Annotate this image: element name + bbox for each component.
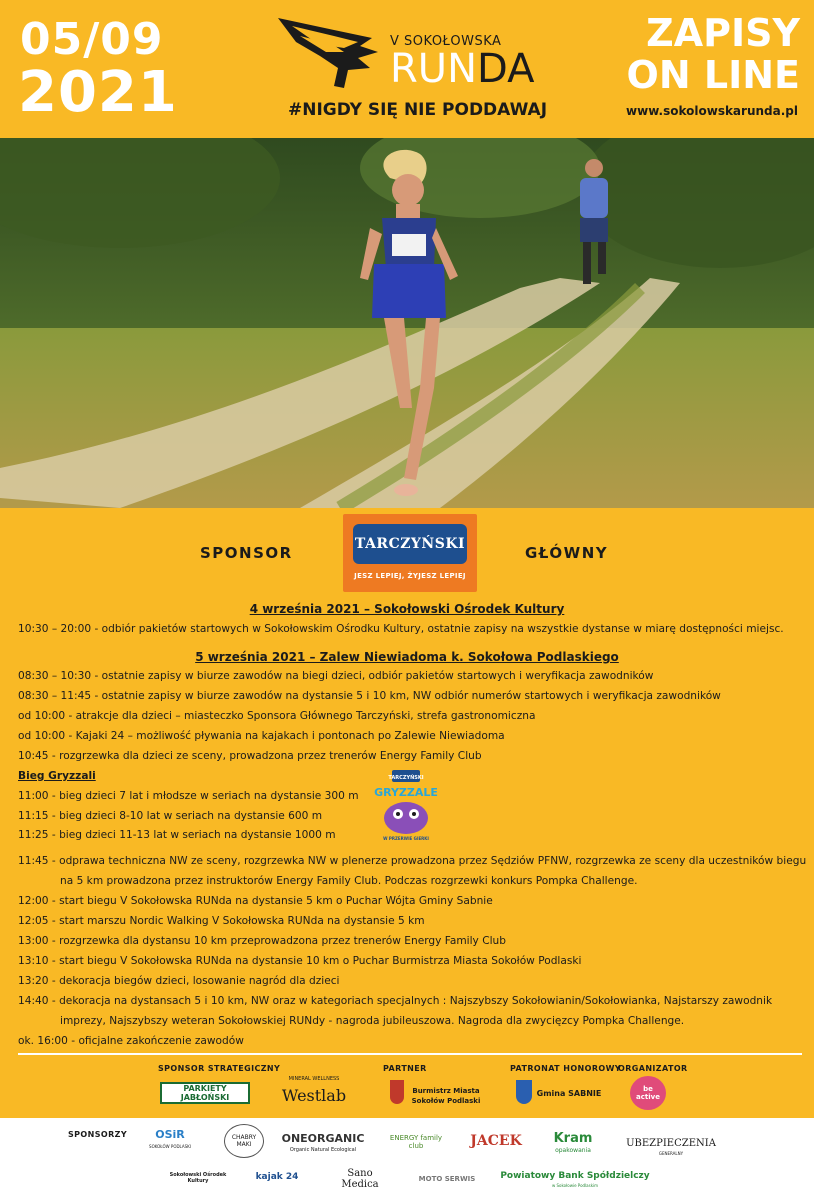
gryzzale-text: GRYZZALE: [374, 786, 438, 799]
main-sponsor-label-right: GŁÓWNY: [525, 544, 609, 562]
schedule-line: od 10:00 - Kajaki 24 – możliwość pływania na kajakach i pontonach po Zalewie Niewiadoma: [18, 730, 505, 742]
schedule-line: 13:20 - dekoracja biegów dzieci, losowanie nagród dla dzieci: [18, 975, 340, 987]
sano-medica-logo[interactable]: Sano Medica: [341, 1168, 379, 1190]
bank-logo[interactable]: Powiatowy Bank Spółdzielczy: [500, 1171, 650, 1181]
schedule-line: 11:15 - bieg dzieci 8-10 lat w seriach na dystansie 600 m: [18, 810, 323, 822]
osir-logo[interactable]: OSiR: [155, 1127, 185, 1141]
logo-run: RUN: [390, 46, 477, 92]
website-link[interactable]: www.sokolowskarunda.pl: [626, 104, 798, 118]
logo-da: DA: [477, 46, 535, 92]
header: [0, 0, 814, 138]
ubezpieczenia-subtext: GENERALNY: [658, 1151, 684, 1156]
schedule-line: 10:45 - rozgrzewka dla dzieci ze sceny, prowadzona przez trenerów Energy Family Club: [18, 750, 482, 762]
gryzzale-logo: [372, 770, 440, 842]
ubezpieczenia-logo[interactable]: UBEZPIECZENIA: [626, 1137, 716, 1149]
day1-heading: 4 września 2021 – Sokołowski Ośrodek Kultury: [249, 602, 565, 616]
osir-subtext: SOKOŁÓW PODLASKI: [149, 1143, 191, 1149]
logo-name: [390, 46, 534, 92]
schedule-line: 13:00 - rozgrzewka dla dystansu 10 km przeprowadzona przez trenerów Energy Family Club: [18, 935, 506, 947]
schedule-line: 12:00 - start biegu V Sokołowska RUNda na dystansie 5 km o Puchar Wójta Gminy Sabnie: [18, 895, 493, 907]
eagle-icon: [274, 12, 384, 92]
day2-heading: 5 września 2021 – Zalew Niewiadoma k. Sokołowa Podlaskiego: [195, 650, 619, 664]
energy-family-club-logo[interactable]: ENERGY family club: [389, 1134, 443, 1150]
bank-subtext: w Sokołowie Podlaskim: [551, 1183, 599, 1188]
westlab-logo[interactable]: Westlab: [281, 1085, 347, 1105]
tarczynski-logo[interactable]: [343, 514, 477, 592]
registration-line-1: ZAPISY: [646, 11, 800, 55]
schedule-line: 11:45 - odprawa techniczna NW ze sceny, rozgrzewka NW w plenerze prowadzona przez Sędziów PFNW, rozgrzewka ze sceny dla uczestników biegu: [18, 855, 807, 867]
schedule-line: imprezy, Najszybszy weteran Sokołowskiej RUNdy - nagroda jubileuszowa. Nagroda dla zwycięzcy Pompka Challenge.: [60, 1015, 685, 1027]
schedule-line: 11:25 - bieg dzieci 11-13 lat w seriach na dystansie 1000 m: [18, 829, 336, 841]
tarczynski-tagline: JESZ LEPIEJ, ŻYJESZ LEPIEJ: [354, 572, 466, 580]
schedule-line: ok. 16:00 - oficjalne zakończenie zawodów: [18, 1035, 244, 1047]
runners-photo: [0, 138, 814, 508]
schedule-line: 14:40 - dekoracja na dystansach 5 i 10 km, NW oraz w kategoriach specjalnych : Najszybszy Sokołowianin/Sokołowianka, Najstarszy zawodnik: [18, 995, 773, 1007]
strategic-sponsor-label: SPONSOR STRATEGICZNY: [158, 1064, 281, 1073]
main-sponsor: [0, 508, 814, 596]
partner-label: PARTNER: [383, 1064, 427, 1073]
oneorganic-logo[interactable]: ONEORGANIC: [281, 1131, 365, 1145]
schedule-line: 08:30 – 10:30 - ostatnie zapisy w biurze zawodów na biegi dzieci, odbiór pakietów startowych i weryfikacja zawodników: [18, 670, 654, 682]
event-date-year: 2021: [18, 60, 178, 125]
schedule-line: 08:30 – 11:45 - ostatnie zapisy w biurze zawodów na dystansie 5 i 10 km, NW odbiór numerów startowych i weryfikacja zawodników: [18, 690, 721, 702]
sok-logo[interactable]: Sokołowski Ośrodek Kultury: [169, 1172, 227, 1184]
registration-line-2: ON LINE: [626, 53, 800, 97]
kajak24-logo[interactable]: kajak 24: [255, 1172, 299, 1182]
schedule-line: 10:30 – 20:00 - odbiór pakietów startowych w Sokołowskim Ośrodku Kultury, ostatnie zapisy na wszystkie dystanse w miarę dostępności miejsc.: [18, 623, 784, 635]
gryzzale-subtext: W PRZERWIE GIERKI: [383, 836, 429, 841]
sokolow-crest-icon: [390, 1080, 404, 1104]
main-sponsor-label-left: SPONSOR: [200, 544, 293, 562]
parkiety-jablonski-logo[interactable]: PARKIETY JABŁOŃSKI: [160, 1082, 250, 1104]
schedule-line: 13:10 - start biegu V Sokołowska RUNda na dystansie 10 km o Puchar Burmistrza Miasta Sokołów Podlaski: [18, 955, 582, 967]
kram-subtext: opakowania: [555, 1146, 591, 1154]
divider: [18, 1053, 802, 1055]
chabry-maki-logo[interactable]: CHABRY MAKI: [224, 1124, 264, 1158]
gryzzali-heading: Bieg Gryzzali: [18, 770, 96, 782]
oneorganic-subtext: Organic Natural Ecological: [289, 1147, 357, 1153]
event-date-day: 05/09: [20, 14, 164, 65]
tarczynski-brand: TARCZYŃSKI: [353, 524, 467, 564]
event-motto: #NIGDY SIĘ NIE PODDAWAJ: [288, 100, 548, 120]
moto-serwis-logo[interactable]: MOTO SERWIS: [418, 1175, 476, 1183]
organizator-label: ORGANIZATOR: [618, 1064, 688, 1073]
gmina-sabnie-logo[interactable]: Gmina SABNIE: [536, 1088, 602, 1098]
sponsors-label: SPONSORZY: [68, 1130, 128, 1139]
event-logo: [274, 12, 544, 92]
patronat-label: PATRONAT HONOROWY: [510, 1064, 621, 1073]
logo-edition: V SOKOŁOWSKA: [390, 34, 502, 49]
be-active-logo[interactable]: be active: [630, 1076, 666, 1110]
sabnie-crest-icon: [516, 1080, 532, 1104]
schedule-line: od 10:00 - atrakcje dla dzieci – miasteczko Sponsora Głównego Tarczyński, strefa gastronomiczna: [18, 710, 536, 722]
registration-banner: [600, 12, 800, 96]
jacek-logo[interactable]: JACEK: [470, 1133, 522, 1149]
gryzzale-brand-text: TARCZYŃSKI: [388, 775, 424, 781]
partner-line-1: Burmistrz Miasta: [412, 1087, 480, 1095]
westlab-tagline: MINERAL WELLNESS: [288, 1076, 340, 1082]
kram-logo[interactable]: Kram: [553, 1130, 593, 1146]
partner-line-2: Sokołów Podlaski: [411, 1097, 481, 1105]
schedule-line: 11:00 - bieg dzieci 7 lat i młodsze w seriach na dystansie 300 m: [18, 790, 359, 802]
schedule-line: 12:05 - start marszu Nordic Walking V Sokołowska RUNda na dystansie 5 km: [18, 915, 425, 927]
schedule-line: na 5 km prowadzona przez instruktorów Energy Family Club. Podczas rozgrzewki konkurs Pompka Challenge.: [60, 875, 638, 887]
sponsors-band: [0, 1118, 814, 1200]
